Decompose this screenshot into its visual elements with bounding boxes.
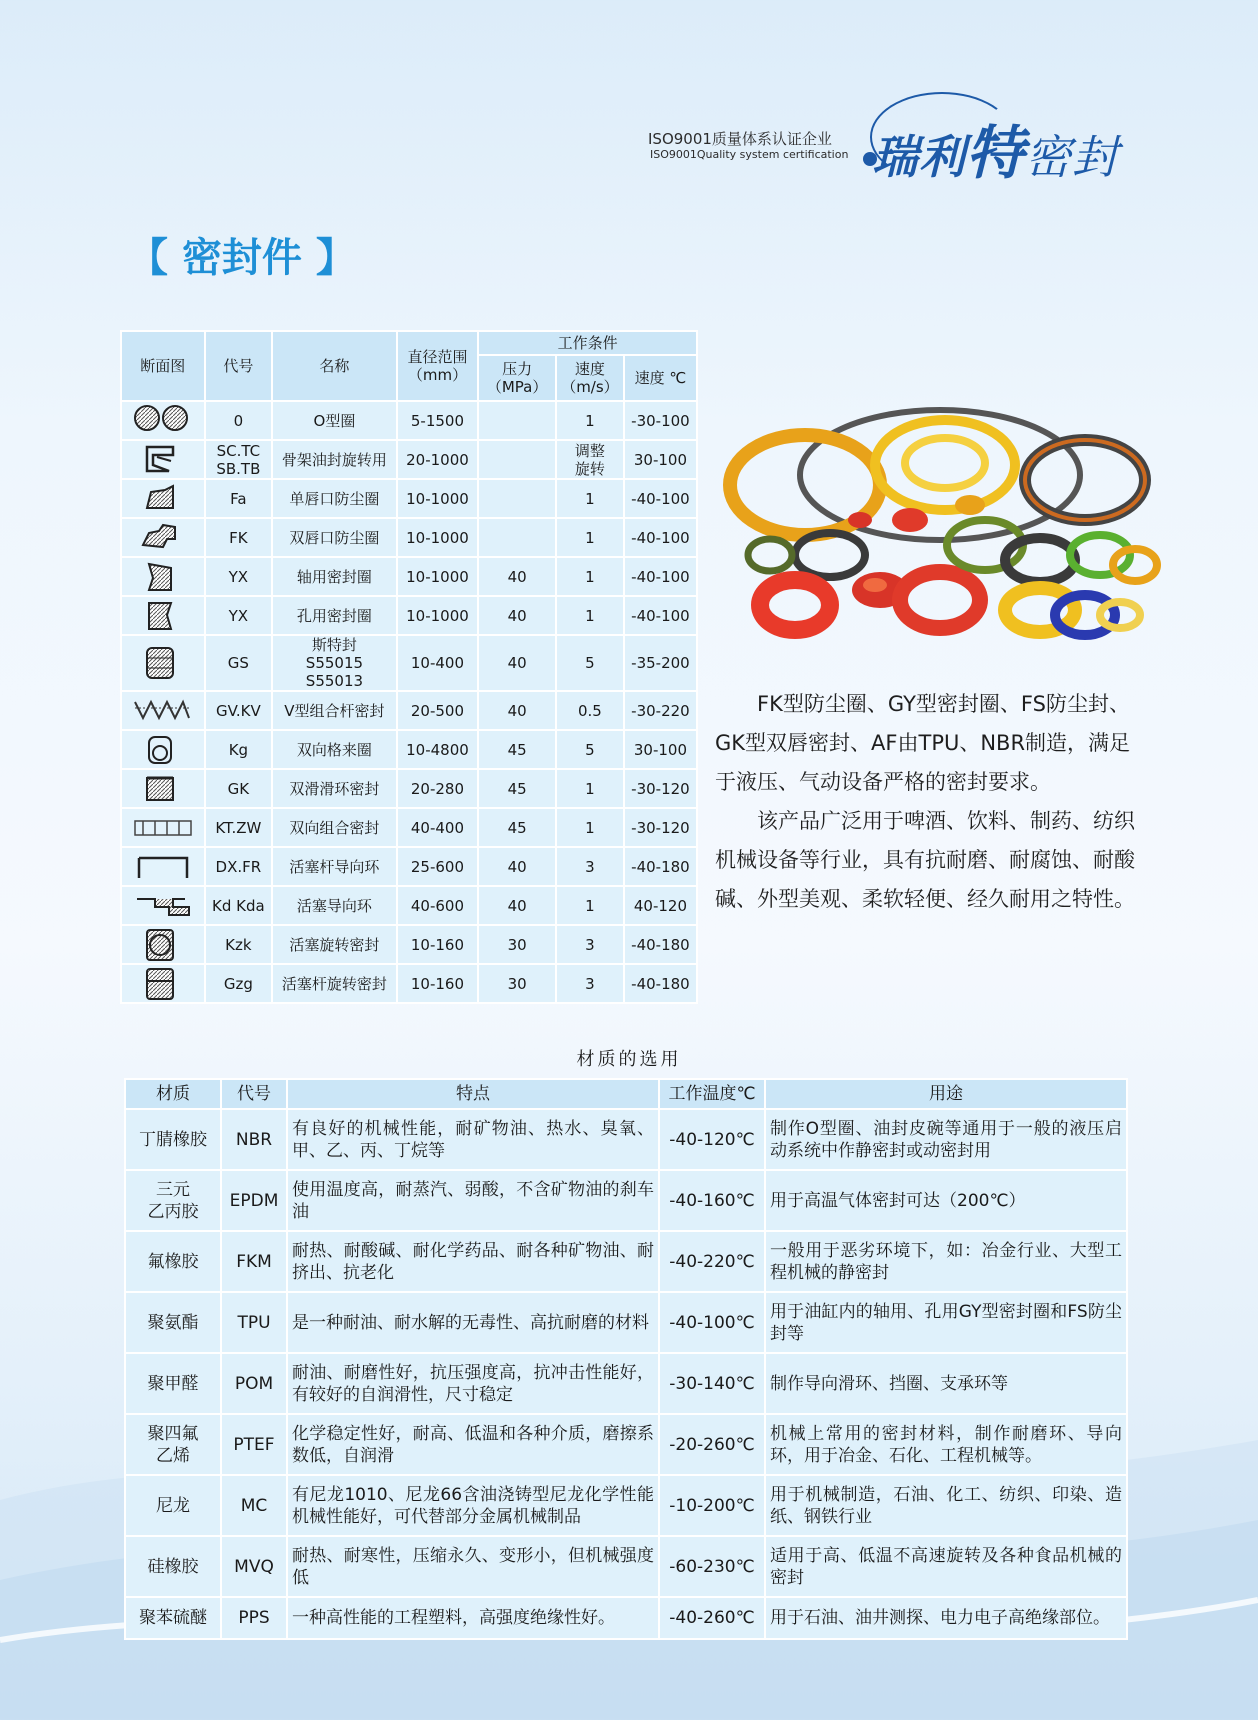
material-table-caption: 材质的选用 [576, 1049, 682, 1070]
table-row [121, 691, 697, 730]
material-use: 机械上常用的密封材料，制作耐磨环、导向环，用于冶金、石化、工程机械等。 [765, 1414, 1127, 1475]
oil-seal-section-icon [133, 443, 193, 477]
table-row [125, 1597, 1127, 1639]
material-feature: 有良好的机械性能，耐矿物油、热水、臭氧、甲、乙、丙、丁烷等 [287, 1109, 659, 1170]
seal-code: GK [205, 769, 273, 808]
table-row [121, 808, 697, 847]
material-code: PTEF [221, 1414, 287, 1475]
seal-speed: 3 [556, 847, 624, 886]
table-row [121, 440, 697, 479]
seal-diameter: 20-1000 [397, 440, 479, 479]
piston-rotary-seal-section-icon [133, 928, 193, 962]
material-use: 制作O型圈、油封皮碗等通用于一般的液压启动系统中作静密封或动密封用 [765, 1109, 1127, 1170]
section-drawing [121, 557, 205, 596]
seal-temp: -40-100 [624, 557, 697, 596]
seal-name: 斯特封 S55015 S55013 [272, 635, 397, 691]
slide-ring-section-icon [133, 772, 193, 806]
material-name: 氟橡胶 [125, 1231, 221, 1292]
seal-speed: 1 [556, 596, 624, 635]
seal-speed: 1 [556, 886, 624, 925]
seal-temp: -40-100 [624, 479, 697, 518]
description-paragraph-1: FK型防尘圈、GY型密封圈、FS防尘封、GK型双唇密封、AF由TPU、NBR制造，满足于液压、气动设备严格的密封要求。 [715, 692, 1131, 794]
material-temp: -40-120℃ [659, 1109, 765, 1170]
seal-code: YX [205, 596, 273, 635]
seal-speed: 1 [556, 518, 624, 557]
header-material: 材质 [125, 1079, 221, 1109]
seal-name: 双向组合密封 [272, 808, 397, 847]
brand-name: 瑞利特密封 [872, 119, 1120, 187]
seal-pressure: 30 [478, 964, 556, 1003]
header-speed: 速度 （m/s） [556, 355, 624, 401]
seal-pressure: 40 [478, 557, 556, 596]
seal-name: 活塞导向环 [272, 886, 397, 925]
table-row [121, 401, 697, 440]
material-feature: 一种高性能的工程塑料，高强度绝缘性好。 [287, 1597, 659, 1639]
rod-seal-section-icon [133, 560, 193, 594]
material-temp: -40-260℃ [659, 1597, 765, 1639]
table-row [121, 518, 697, 557]
seal-speed: 0.5 [556, 691, 624, 730]
material-use: 适用于高、低温不高速旋转及各种食品机械的密封 [765, 1536, 1127, 1597]
seal-pressure: 45 [478, 808, 556, 847]
seal-temp: -40-180 [624, 847, 697, 886]
seal-diameter: 10-160 [397, 925, 479, 964]
material-feature: 耐热、耐酸碱、耐化学药品、耐各种矿物油、耐挤出、抗老化 [287, 1231, 659, 1292]
single-lip-wiper-section-icon [133, 482, 193, 516]
table-row [121, 596, 697, 635]
seal-speed: 3 [556, 964, 624, 1003]
section-drawing [121, 730, 205, 769]
seal-diameter: 10-1000 [397, 596, 479, 635]
section-drawing [121, 808, 205, 847]
iso-en-text: ISO9001Quality system certification [650, 148, 849, 161]
material-name: 聚四氟 乙烯 [125, 1414, 221, 1475]
material-feature: 有尼龙1010、尼龙66含油浇铸型尼龙化学性能机械性能好，可代替部分金属机械制品 [287, 1475, 659, 1536]
seal-diameter: 10-160 [397, 964, 479, 1003]
seal-pressure: 45 [478, 730, 556, 769]
company-logo [640, 90, 1140, 190]
material-temp: -10-200℃ [659, 1475, 765, 1536]
seal-code: Fa [205, 479, 273, 518]
material-name: 聚苯硫醚 [125, 1597, 221, 1639]
seal-diameter: 10-4800 [397, 730, 479, 769]
header-feature: 特点 [287, 1079, 659, 1109]
seal-name: O型圈 [272, 401, 397, 440]
seal-code: Kzk [205, 925, 273, 964]
seal-pressure [478, 440, 556, 479]
material-name: 三元 乙丙胶 [125, 1170, 221, 1231]
header-name: 名称 [272, 331, 397, 401]
section-drawing [121, 479, 205, 518]
step-seal-section-icon [133, 646, 193, 680]
seal-temp: -30-120 [624, 769, 697, 808]
rod-guide-ring-section-icon [133, 850, 193, 884]
seal-code: FK [205, 518, 273, 557]
table-row [125, 1231, 1127, 1292]
seal-table [120, 330, 698, 1004]
section-drawing [121, 518, 205, 557]
section-drawing [121, 886, 205, 925]
header-code: 代号 [205, 331, 273, 401]
material-code: MC [221, 1475, 287, 1536]
seal-temp: -35-200 [624, 635, 697, 691]
table-row [121, 769, 697, 808]
table-row [125, 1109, 1127, 1170]
seal-name: 轴用密封圈 [272, 557, 397, 596]
material-name: 硅橡胶 [125, 1536, 221, 1597]
seal-pressure [478, 518, 556, 557]
seal-diameter: 20-280 [397, 769, 479, 808]
table-row [121, 886, 697, 925]
material-feature: 是一种耐油、耐水解的无毒性、高抗耐磨的材料 [287, 1292, 659, 1353]
seal-temp: 30-100 [624, 730, 697, 769]
header-conditions: 工作条件 [478, 331, 697, 355]
o-ring-section-icon [133, 404, 193, 438]
seal-name: 双向格来圈 [272, 730, 397, 769]
seal-code: DX.FR [205, 847, 273, 886]
seal-name: 活塞杆旋转密封 [272, 964, 397, 1003]
material-table [124, 1078, 1128, 1640]
seal-code: Kd Kda [205, 886, 273, 925]
seal-diameter: 40-600 [397, 886, 479, 925]
seal-temp: -30-220 [624, 691, 697, 730]
table-row [125, 1170, 1127, 1231]
section-drawing [121, 401, 205, 440]
material-temp: -40-220℃ [659, 1231, 765, 1292]
table-row [125, 1475, 1127, 1536]
seal-temp: -40-100 [624, 518, 697, 557]
seal-diameter: 10-1000 [397, 518, 479, 557]
material-code: FKM [221, 1231, 287, 1292]
piston-seal-section-icon [133, 599, 193, 633]
table-row [121, 479, 697, 518]
seal-temp: -40-180 [624, 925, 697, 964]
section-title: 【 密封件 】 [128, 235, 356, 281]
product-description [715, 685, 1135, 919]
header-pressure: 压力 （MPa） [478, 355, 556, 401]
material-use: 用于石油、油井测探、电力电子高绝缘部位。 [765, 1597, 1127, 1639]
glyd-ring-section-icon [133, 733, 193, 767]
seal-code: Gzg [205, 964, 273, 1003]
section-drawing [121, 769, 205, 808]
material-use: 用于油缸内的轴用、孔用GY型密封圈和FS防尘封等 [765, 1292, 1127, 1353]
material-use: 用于高温气体密封可达（200℃） [765, 1170, 1127, 1231]
seal-speed: 5 [556, 635, 624, 691]
seal-code: GS [205, 635, 273, 691]
header-temp: 工作温度℃ [659, 1079, 765, 1109]
table-row [121, 964, 697, 1003]
material-code: MVQ [221, 1536, 287, 1597]
seal-diameter: 5-1500 [397, 401, 479, 440]
double-lip-wiper-section-icon [133, 521, 193, 555]
section-drawing [121, 925, 205, 964]
seal-code: SC.TC SB.TB [205, 440, 273, 479]
seal-code: KT.ZW [205, 808, 273, 847]
seal-name: 骨架油封旋转用 [272, 440, 397, 479]
seal-diameter: 40-400 [397, 808, 479, 847]
section-drawing [121, 440, 205, 479]
rod-rotary-seal-section-icon [133, 967, 193, 1001]
seal-pressure: 45 [478, 769, 556, 808]
material-code: POM [221, 1353, 287, 1414]
material-name: 聚甲醛 [125, 1353, 221, 1414]
table-row [121, 730, 697, 769]
material-code: EPDM [221, 1170, 287, 1231]
seal-pressure [478, 479, 556, 518]
seal-pressure: 40 [478, 847, 556, 886]
seal-diameter: 10-1000 [397, 557, 479, 596]
seal-pressure [478, 401, 556, 440]
table-row [125, 1536, 1127, 1597]
seal-name: V型组合杆密封 [272, 691, 397, 730]
section-drawing [121, 635, 205, 691]
material-name: 丁腈橡胶 [125, 1109, 221, 1170]
seal-pressure: 40 [478, 596, 556, 635]
iso-cn-text: ISO9001质量体系认证企业 [648, 130, 832, 148]
seal-name: 孔用密封圈 [272, 596, 397, 635]
table-row [121, 847, 697, 886]
seal-temp: -30-100 [624, 401, 697, 440]
section-drawing [121, 964, 205, 1003]
table-row [125, 1292, 1127, 1353]
material-feature: 化学稳定性好，耐高、低温和各种介质，磨擦系数低，自润滑 [287, 1414, 659, 1475]
seal-diameter: 20-500 [397, 691, 479, 730]
material-use: 用于机械制造，石油、化工、纺织、印染、造纸、钢铁行业 [765, 1475, 1127, 1536]
material-feature: 耐油、耐磨性好，抗压强度高，抗冲击性能好，有较好的自润滑性，尺寸稳定 [287, 1353, 659, 1414]
seal-pressure: 30 [478, 925, 556, 964]
seal-pressure: 40 [478, 691, 556, 730]
piston-guide-ring-section-icon [133, 889, 193, 923]
seal-name: 单唇口防尘圈 [272, 479, 397, 518]
seal-temp: -40-100 [624, 596, 697, 635]
seal-speed: 1 [556, 557, 624, 596]
header-code: 代号 [221, 1079, 287, 1109]
material-use: 一般用于恶劣环境下，如：冶金行业、大型工程机械的静密封 [765, 1231, 1127, 1292]
seal-name: 活塞旋转密封 [272, 925, 397, 964]
table-row [125, 1353, 1127, 1414]
seal-code: YX [205, 557, 273, 596]
material-temp: -30-140℃ [659, 1353, 765, 1414]
seal-temp: 30-100 [624, 440, 697, 479]
material-feature: 使用温度高，耐蒸汽、弱酸，不含矿物油的刹车油 [287, 1170, 659, 1231]
seal-diameter: 25-600 [397, 847, 479, 886]
seal-code: Kg [205, 730, 273, 769]
seal-speed: 1 [556, 401, 624, 440]
seal-name: 双滑滑环密封 [272, 769, 397, 808]
seal-pressure: 40 [478, 886, 556, 925]
seal-name: 双唇口防尘圈 [272, 518, 397, 557]
seal-pressure: 40 [478, 635, 556, 691]
section-drawing [121, 596, 205, 635]
material-code: NBR [221, 1109, 287, 1170]
material-temp: -40-160℃ [659, 1170, 765, 1231]
material-feature: 耐热、耐寒性，压缩永久、变形小，但机械强度低 [287, 1536, 659, 1597]
seal-code: 0 [205, 401, 273, 440]
seal-speed: 5 [556, 730, 624, 769]
header-use: 用途 [765, 1079, 1127, 1109]
section-drawing [121, 847, 205, 886]
header-diameter: 直径范围 （mm） [397, 331, 479, 401]
material-temp: -20-260℃ [659, 1414, 765, 1475]
table-row [121, 635, 697, 691]
table-row [121, 925, 697, 964]
material-temp: -60-230℃ [659, 1536, 765, 1597]
material-code: PPS [221, 1597, 287, 1639]
v-packing-section-icon [133, 694, 193, 728]
material-name: 聚氨酯 [125, 1292, 221, 1353]
seal-name: 活塞杆导向环 [272, 847, 397, 886]
header-section: 断面图 [121, 331, 205, 401]
header-temp: 速度 ℃ [624, 355, 697, 401]
material-name: 尼龙 [125, 1475, 221, 1536]
description-paragraph-2: 该产品广泛用于啤酒、饮料、制药、纺织机械设备等行业，具有抗耐磨、耐腐蚀、耐酸碱、外型美观、柔软轻便、经久耐用之特性。 [715, 809, 1135, 911]
table-row [121, 557, 697, 596]
seal-speed: 1 [556, 808, 624, 847]
seal-code: GV.KV [205, 691, 273, 730]
seal-temp: 40-120 [624, 886, 697, 925]
seal-speed: 1 [556, 479, 624, 518]
seal-temp: -30-120 [624, 808, 697, 847]
material-use: 制作导向滑环、挡圈、支承环等 [765, 1353, 1127, 1414]
seal-speed: 1 [556, 769, 624, 808]
product-photo [710, 405, 1165, 650]
table-row [125, 1414, 1127, 1475]
seal-temp: -40-180 [624, 964, 697, 1003]
material-temp: -40-100℃ [659, 1292, 765, 1353]
seal-diameter: 10-1000 [397, 479, 479, 518]
seal-speed: 调整 旋转 [556, 440, 624, 479]
combo-seal-section-icon [133, 811, 193, 845]
material-code: TPU [221, 1292, 287, 1353]
section-drawing [121, 691, 205, 730]
seal-speed: 3 [556, 925, 624, 964]
seal-diameter: 10-400 [397, 635, 479, 691]
